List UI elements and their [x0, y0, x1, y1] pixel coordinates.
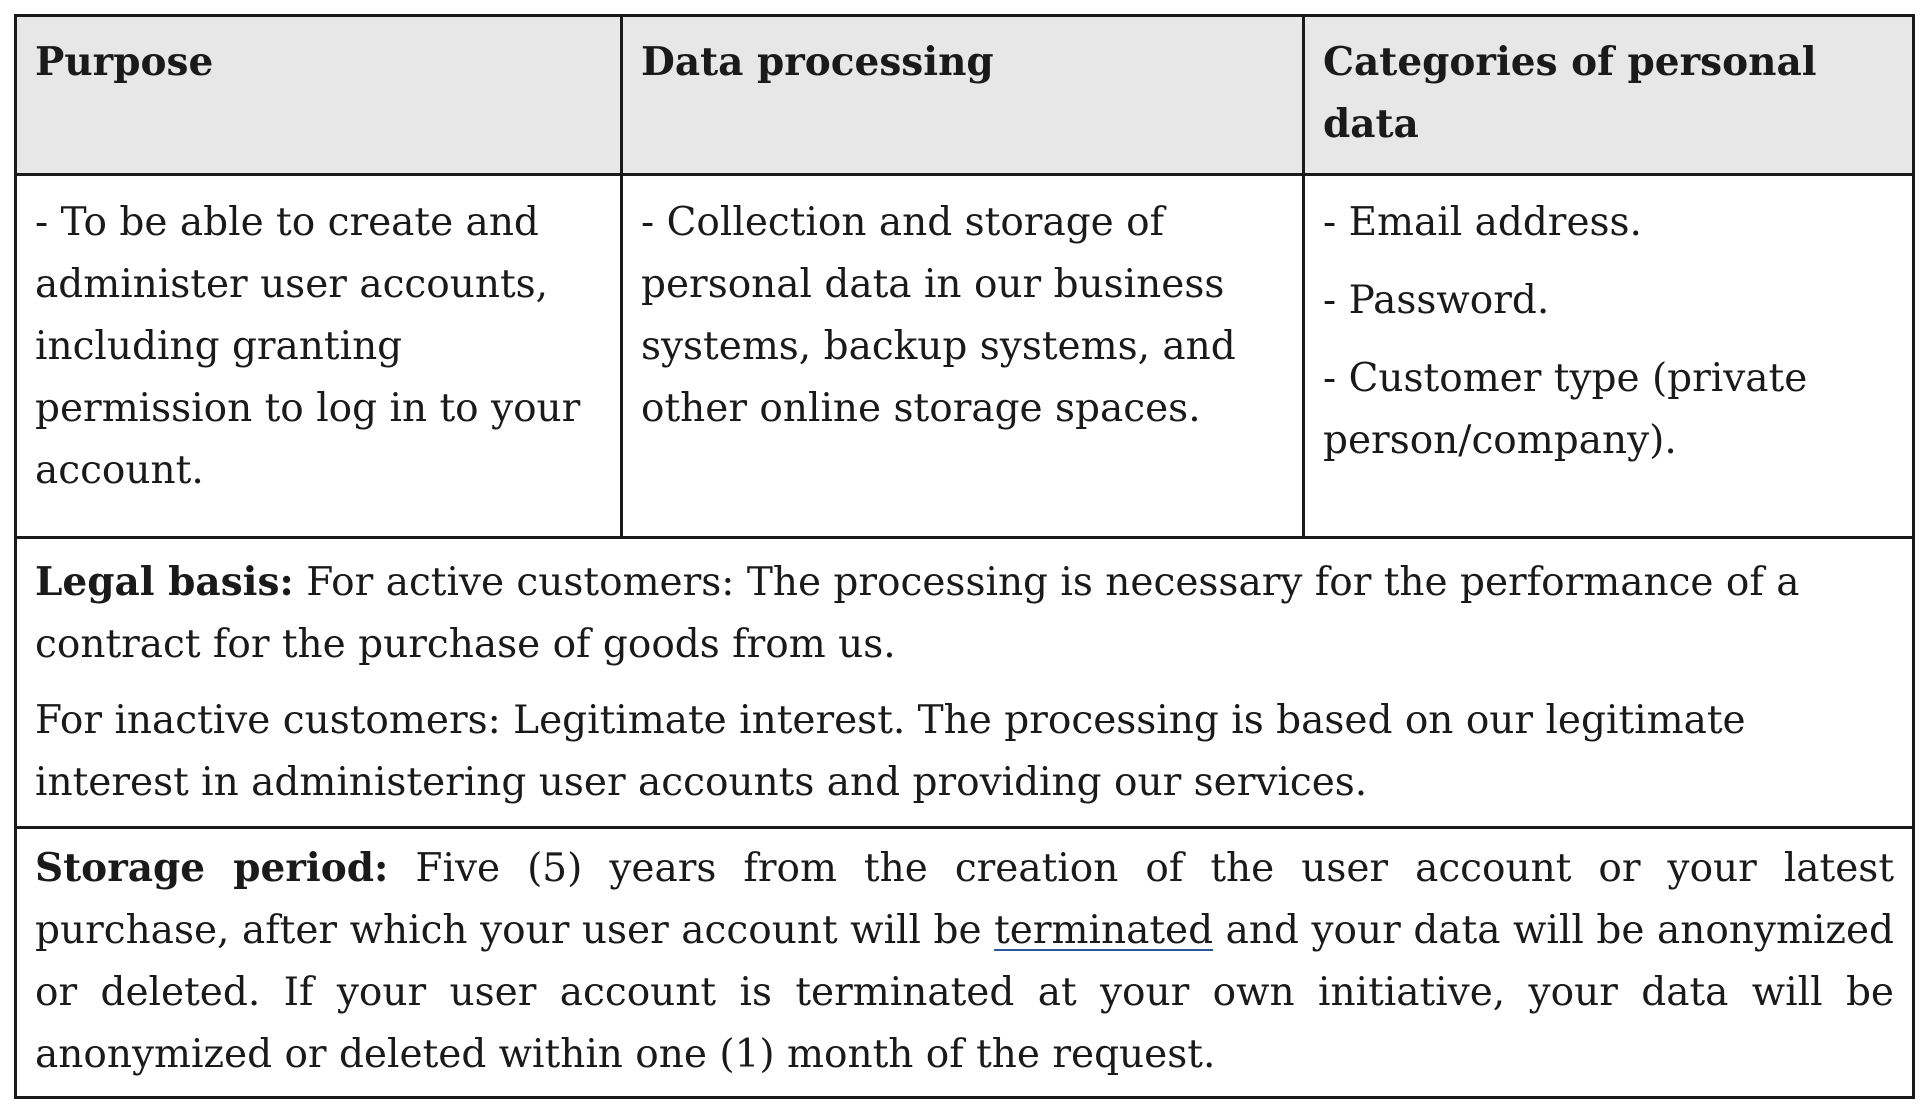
category-item-email: - Email address. — [1323, 200, 1642, 245]
legal-basis-inactive: For inactive customers: Legitimate interest. The processing is based on our legitimate interest in administering user accounts and providing our services. — [35, 698, 1746, 805]
header-purpose: Purpose — [16, 16, 622, 175]
storage-period-text-before: Five (5) years from the creation of the user account or your latest purchase, after which your user account will be — [35, 846, 1894, 953]
legal-basis-label: Legal basis: — [35, 559, 294, 605]
category-item-password: - Password. — [1323, 278, 1550, 323]
processing-text: - Collection and storage of personal data in our business systems, backup systems, and other online storage spaces. — [641, 200, 1236, 431]
terminated-link[interactable]: terminated — [994, 908, 1214, 953]
table-row — [16, 175, 1914, 538]
categories-cell — [1304, 175, 1914, 538]
processing-cell — [622, 175, 1304, 538]
legal-basis-cell — [16, 538, 1914, 828]
storage-period-label: Storage period: — [35, 845, 389, 891]
storage-period-paragraph — [35, 837, 1894, 1086]
purpose-cell — [16, 175, 622, 538]
storage-period-cell — [16, 828, 1914, 1098]
table-header-row — [16, 16, 1914, 175]
purpose-text: - To be able to create and administer user accounts, including granting permission to log in to your account. — [35, 200, 581, 493]
legal-basis-active — [35, 551, 1894, 676]
category-item-customer-type: - Customer type (private person/company). — [1323, 356, 1808, 463]
legal-basis-row — [16, 538, 1914, 828]
storage-period-text-after: and your data will be anonymized or deleted. If your user account is terminated at your own initiative, your data will be anonymized or deleted within one (1) month of the request. — [35, 908, 1894, 1077]
legal-basis-text: For active customers: The processing is necessary for the performance of a contract for the purchase of goods from us. — [35, 560, 1800, 667]
header-categories: Categories of personal data — [1304, 16, 1914, 175]
storage-period-row — [16, 828, 1914, 1098]
data-processing-table — [14, 14, 1915, 1099]
header-data-processing: Data processing — [622, 16, 1304, 175]
